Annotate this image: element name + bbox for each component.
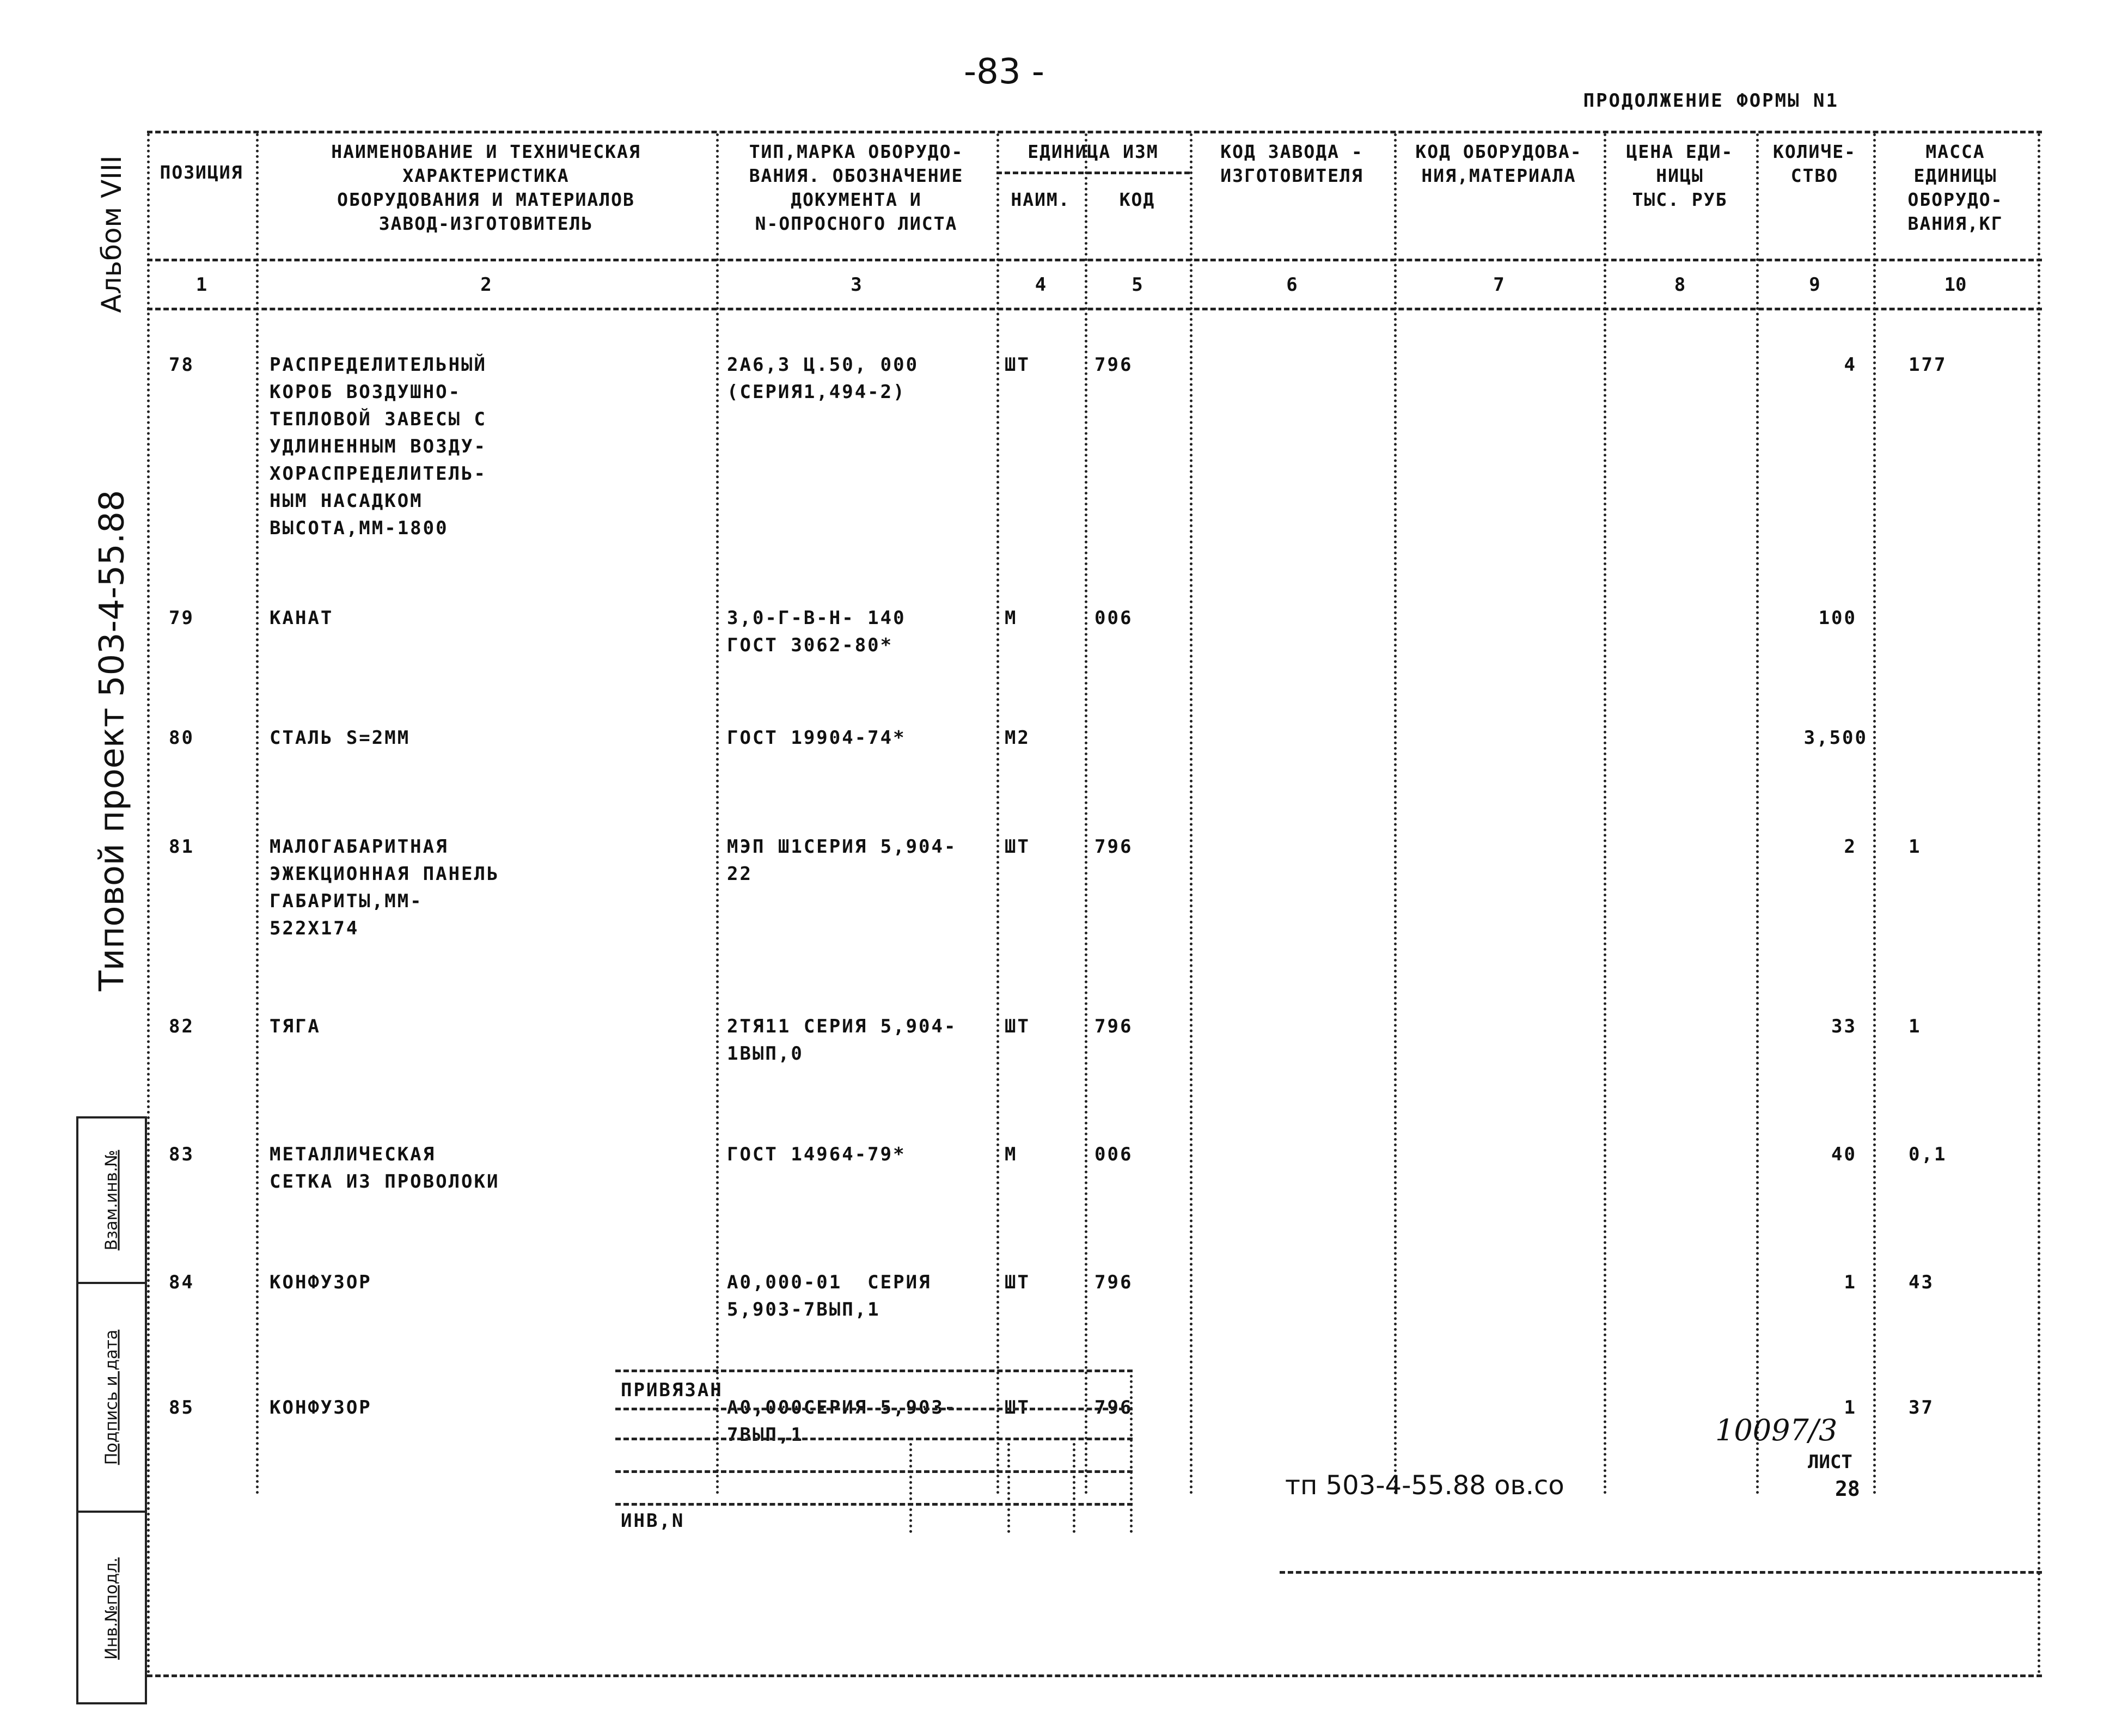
order-number: 10097/3 — [1715, 1413, 1838, 1447]
continuation-note: ПРОДОЛЖЕНИЕ ФОРМЫ N1 — [1583, 90, 1839, 112]
stamp-divider — [1007, 1438, 1010, 1533]
header-unit-code: КОД — [1119, 189, 1155, 210]
row-code: 006 — [1094, 607, 1133, 629]
row-type: ГОСТ 14964-79* — [727, 1144, 906, 1165]
row-quantity: 4 — [1844, 354, 1857, 376]
row-unit: ШТ — [1005, 836, 1030, 858]
header-unit: ЕДИНИЦА ИЗМ — [1028, 141, 1159, 162]
row-type: МЭП Ш1СЕРИЯ 5,904- 22 — [727, 836, 957, 885]
row-position: 85 — [169, 1397, 194, 1419]
album-label-box — [76, 139, 147, 329]
col-divider — [1873, 133, 1876, 1674]
row-position: 83 — [169, 1144, 194, 1165]
stamp-divider — [1130, 1370, 1133, 1533]
stamp-divider — [1073, 1438, 1075, 1533]
col-divider — [1190, 133, 1193, 1674]
col-divider — [147, 133, 150, 1674]
privyazan-label: ПРИВЯЗАН — [621, 1379, 723, 1401]
row-position: 80 — [169, 727, 194, 749]
col-number: 9 — [1809, 274, 1820, 296]
row-name: СТАЛЬ S=2ММ — [270, 727, 411, 749]
stamp-line — [615, 1408, 1133, 1410]
row-quantity: 40 — [1831, 1144, 1857, 1165]
row-quantity: 3,500 — [1803, 727, 1868, 749]
sheet-number: 28 — [1835, 1477, 1860, 1501]
row-code: 796 — [1094, 1016, 1133, 1037]
col-number: 8 — [1674, 274, 1686, 296]
col-number: 1 — [195, 274, 207, 296]
row-quantity: 1 — [1844, 1272, 1857, 1293]
row-type: 2А6,3 Ц.50, 000 (СЕРИЯ1,494-2) — [727, 354, 919, 403]
project-label: Типовой проект 503-4-55.88 — [91, 490, 132, 992]
row-unit: М — [1005, 1144, 1018, 1165]
page-number: -83 - — [964, 52, 1044, 92]
header-separator — [147, 259, 2042, 261]
album-label: Альбом VIII — [96, 155, 127, 313]
stamp-signature — [78, 1282, 145, 1511]
col-divider — [1394, 133, 1397, 1674]
col-divider — [256, 133, 259, 1674]
row-unit: ШТ — [1005, 1397, 1030, 1419]
row-quantity: 1 — [1844, 1397, 1857, 1419]
header-factory-code: КОД ЗАВОДА - ИЗГОТОВИТЕЛЯ — [1220, 141, 1363, 186]
row-name: МЕТАЛЛИЧЕСКАЯ СЕТКА ИЗ ПРОВОЛОКИ — [270, 1144, 500, 1193]
stamp-vzam-label: Взам.инв.№ — [102, 1150, 121, 1251]
row-mass: 0,1 — [1909, 1144, 1947, 1165]
row-quantity: 33 — [1831, 1016, 1857, 1037]
row-type: ГОСТ 19904-74* — [727, 727, 906, 749]
row-unit: М2 — [1005, 727, 1030, 749]
col-number: 6 — [1286, 274, 1298, 296]
col-number: 5 — [1132, 274, 1143, 296]
stamp-line — [615, 1370, 1133, 1372]
header-price: ЦЕНА ЕДИ- НИЦЫ ТЫС. РУБ — [1626, 141, 1734, 210]
number-row-separator — [147, 308, 2042, 310]
row-unit: ШТ — [1005, 1272, 1030, 1293]
row-type: 2ТЯ11 СЕРИЯ 5,904- 1ВЫП,0 — [727, 1016, 957, 1065]
header-quantity: КОЛИЧЕ- СТВО — [1772, 141, 1857, 186]
stamp-line — [615, 1438, 1133, 1440]
col-number: 3 — [851, 274, 862, 296]
header-type: ТИП,МАРКА ОБОРУДО- ВАНИЯ. ОБОЗНАЧЕНИЕ ДОКУМЕНТА И N-ОПРОСНОГО ЛИСТА — [749, 141, 964, 234]
header-unit-name: НАИМ. — [1011, 189, 1071, 210]
row-name: КАНАТ — [270, 607, 334, 629]
binding-stamp-block — [615, 1370, 1133, 1533]
stamp-signature-label: Подпись и дата — [102, 1329, 121, 1465]
row-code: 796 — [1094, 354, 1133, 376]
row-name: ТЯГА — [270, 1016, 321, 1037]
title-area-line — [1280, 1571, 2042, 1574]
col-number: 7 — [1493, 274, 1505, 296]
row-code: 796 — [1094, 1397, 1133, 1419]
col-divider — [1604, 133, 1606, 1674]
unit-subheader-line — [996, 172, 1190, 174]
row-mass: 177 — [1909, 354, 1947, 376]
row-type: А0,000СЕРИЯ 5,903- 7ВЫП,1 — [727, 1397, 957, 1446]
row-code: 796 — [1094, 1272, 1133, 1293]
stamp-line — [615, 1503, 1133, 1506]
stamp-inv-podl — [78, 1511, 145, 1704]
row-position: 84 — [169, 1272, 194, 1293]
header-name: НАИМЕНОВАНИЕ И ТЕХНИЧЕСКАЯ ХАРАКТЕРИСТИКА ОБОРУДОВАНИЯ И МАТЕРИАЛОВ ЗАВОД-ИЗГОТОВИТЕЛЬ — [331, 141, 641, 234]
row-position: 82 — [169, 1016, 194, 1037]
row-name: РАСПРЕДЕЛИТЕЛЬНЫЙ КОРОБ ВОЗДУШНО- ТЕПЛОВОЙ ЗАВЕСЫ С УДЛИНЕННЫМ ВОЗДУ- ХОРАСПРЕДЕЛИТЕЛЬ- НЫМ НАСАДКОМ ВЫСОТА,ММ-1800 — [270, 354, 487, 539]
row-name: КОНФУЗОР — [270, 1272, 372, 1293]
project-label-box — [76, 468, 147, 1013]
stamp-vzam — [78, 1118, 145, 1282]
col-number: 2 — [480, 274, 492, 296]
row-code: 006 — [1094, 1144, 1133, 1165]
stamp-line — [615, 1470, 1133, 1473]
col-divider — [2038, 133, 2040, 1674]
row-mass: 1 — [1909, 836, 1922, 858]
row-type: А0,000-01 СЕРИЯ 5,903-7ВЫП,1 — [727, 1272, 932, 1321]
row-name: КОНФУЗОР — [270, 1397, 372, 1419]
row-type: 3,0-Г-В-Н- 140 ГОСТ 3062-80* — [727, 607, 906, 656]
stamp-divider — [909, 1438, 912, 1533]
row-mass: 37 — [1909, 1397, 1934, 1419]
header-position: ПОЗИЦИЯ — [160, 162, 243, 183]
row-position: 79 — [169, 607, 194, 629]
row-unit: ШТ — [1005, 354, 1030, 376]
inv-label: ИНВ,N — [621, 1510, 685, 1532]
row-quantity: 2 — [1844, 836, 1857, 858]
stamp-inv-podl-label: Инв.№подл. — [102, 1557, 121, 1660]
row-unit: М — [1005, 607, 1018, 629]
row-position: 81 — [169, 836, 194, 858]
header-mass: МАССА ЕДИНИЦЫ ОБОРУДО- ВАНИЯ,КГ — [1907, 141, 2003, 234]
header-equipment-code: КОД ОБОРУДОВА- НИЯ,МАТЕРИАЛА — [1415, 141, 1582, 186]
row-mass: 43 — [1909, 1272, 1934, 1293]
col-number: 4 — [1035, 274, 1047, 296]
row-position: 78 — [169, 354, 194, 376]
row-quantity: 100 — [1818, 607, 1857, 629]
row-mass: 1 — [1909, 1016, 1922, 1037]
row-unit: ШТ — [1005, 1016, 1030, 1037]
document-designation: тп 503-4-55.88 ов.со — [1285, 1470, 1564, 1501]
col-number: 10 — [1944, 274, 1967, 296]
row-code: 796 — [1094, 836, 1133, 858]
row-name: МАЛОГАБАРИТНАЯ ЭЖЕКЦИОННАЯ ПАНЕЛЬ ГАБАРИТЫ,ММ- 522Х174 — [270, 836, 500, 939]
sheet-label: ЛИСТ — [1808, 1451, 1852, 1473]
approval-stamps — [76, 1116, 147, 1704]
